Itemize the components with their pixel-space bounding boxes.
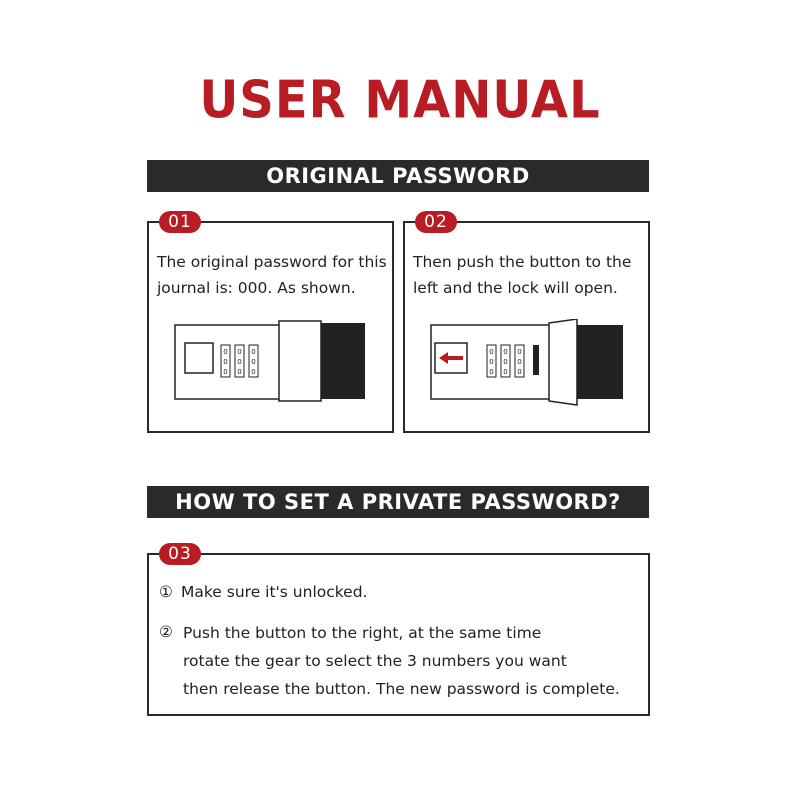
step-text-line: The original password for this	[157, 253, 387, 271]
svg-text:0: 0	[223, 348, 228, 356]
svg-text:0: 0	[237, 358, 242, 366]
svg-text:0: 0	[489, 368, 494, 376]
svg-text:0: 0	[237, 348, 242, 356]
step-card-01	[147, 212, 394, 433]
svg-text:0: 0	[489, 358, 494, 366]
instruction-step-2	[159, 619, 620, 703]
step-text-01	[157, 249, 387, 301]
lock-open-illustration	[429, 319, 629, 409]
step-badge-03: 03	[159, 543, 201, 565]
svg-text:0: 0	[251, 348, 256, 356]
step-line: then release the button. The new password is complete.	[183, 680, 620, 698]
step-text-02	[413, 249, 631, 301]
step-line: rotate the gear to select the 3 numbers you want	[183, 652, 567, 670]
svg-text:0: 0	[517, 348, 522, 356]
svg-text:0: 0	[223, 368, 228, 376]
step-card-03	[147, 544, 650, 716]
step-number: ②	[159, 623, 173, 641]
step-badge-02: 02	[415, 211, 457, 233]
page-title: USER MANUAL	[199, 69, 601, 131]
step-line: Push the button to the right, at the same time	[183, 624, 542, 642]
section-heading-original-password: ORIGINAL PASSWORD	[147, 160, 649, 192]
svg-text:0: 0	[503, 368, 508, 376]
lock-closed-illustration	[173, 319, 373, 403]
step-card-02	[403, 212, 650, 433]
instruction-step-1	[159, 583, 367, 601]
step-text-line: left and the lock will open.	[413, 279, 618, 297]
svg-text:0: 0	[223, 358, 228, 366]
step-text-line: journal is: 000. As shown.	[157, 279, 356, 297]
svg-text:0: 0	[517, 368, 522, 376]
svg-text:0: 0	[503, 358, 508, 366]
svg-text:0: 0	[503, 348, 508, 356]
step-badge-01: 01	[159, 211, 201, 233]
svg-text:0: 0	[489, 348, 494, 356]
svg-text:0: 0	[237, 368, 242, 376]
step-number: ①	[159, 583, 173, 601]
svg-text:0: 0	[251, 368, 256, 376]
step-line: Make sure it's unlocked.	[181, 583, 368, 601]
section-heading-private-password: HOW TO SET A PRIVATE PASSWORD?	[147, 486, 649, 518]
svg-text:0: 0	[251, 358, 256, 366]
svg-text:0: 0	[517, 358, 522, 366]
step-text-line: Then push the button to the	[413, 253, 632, 271]
